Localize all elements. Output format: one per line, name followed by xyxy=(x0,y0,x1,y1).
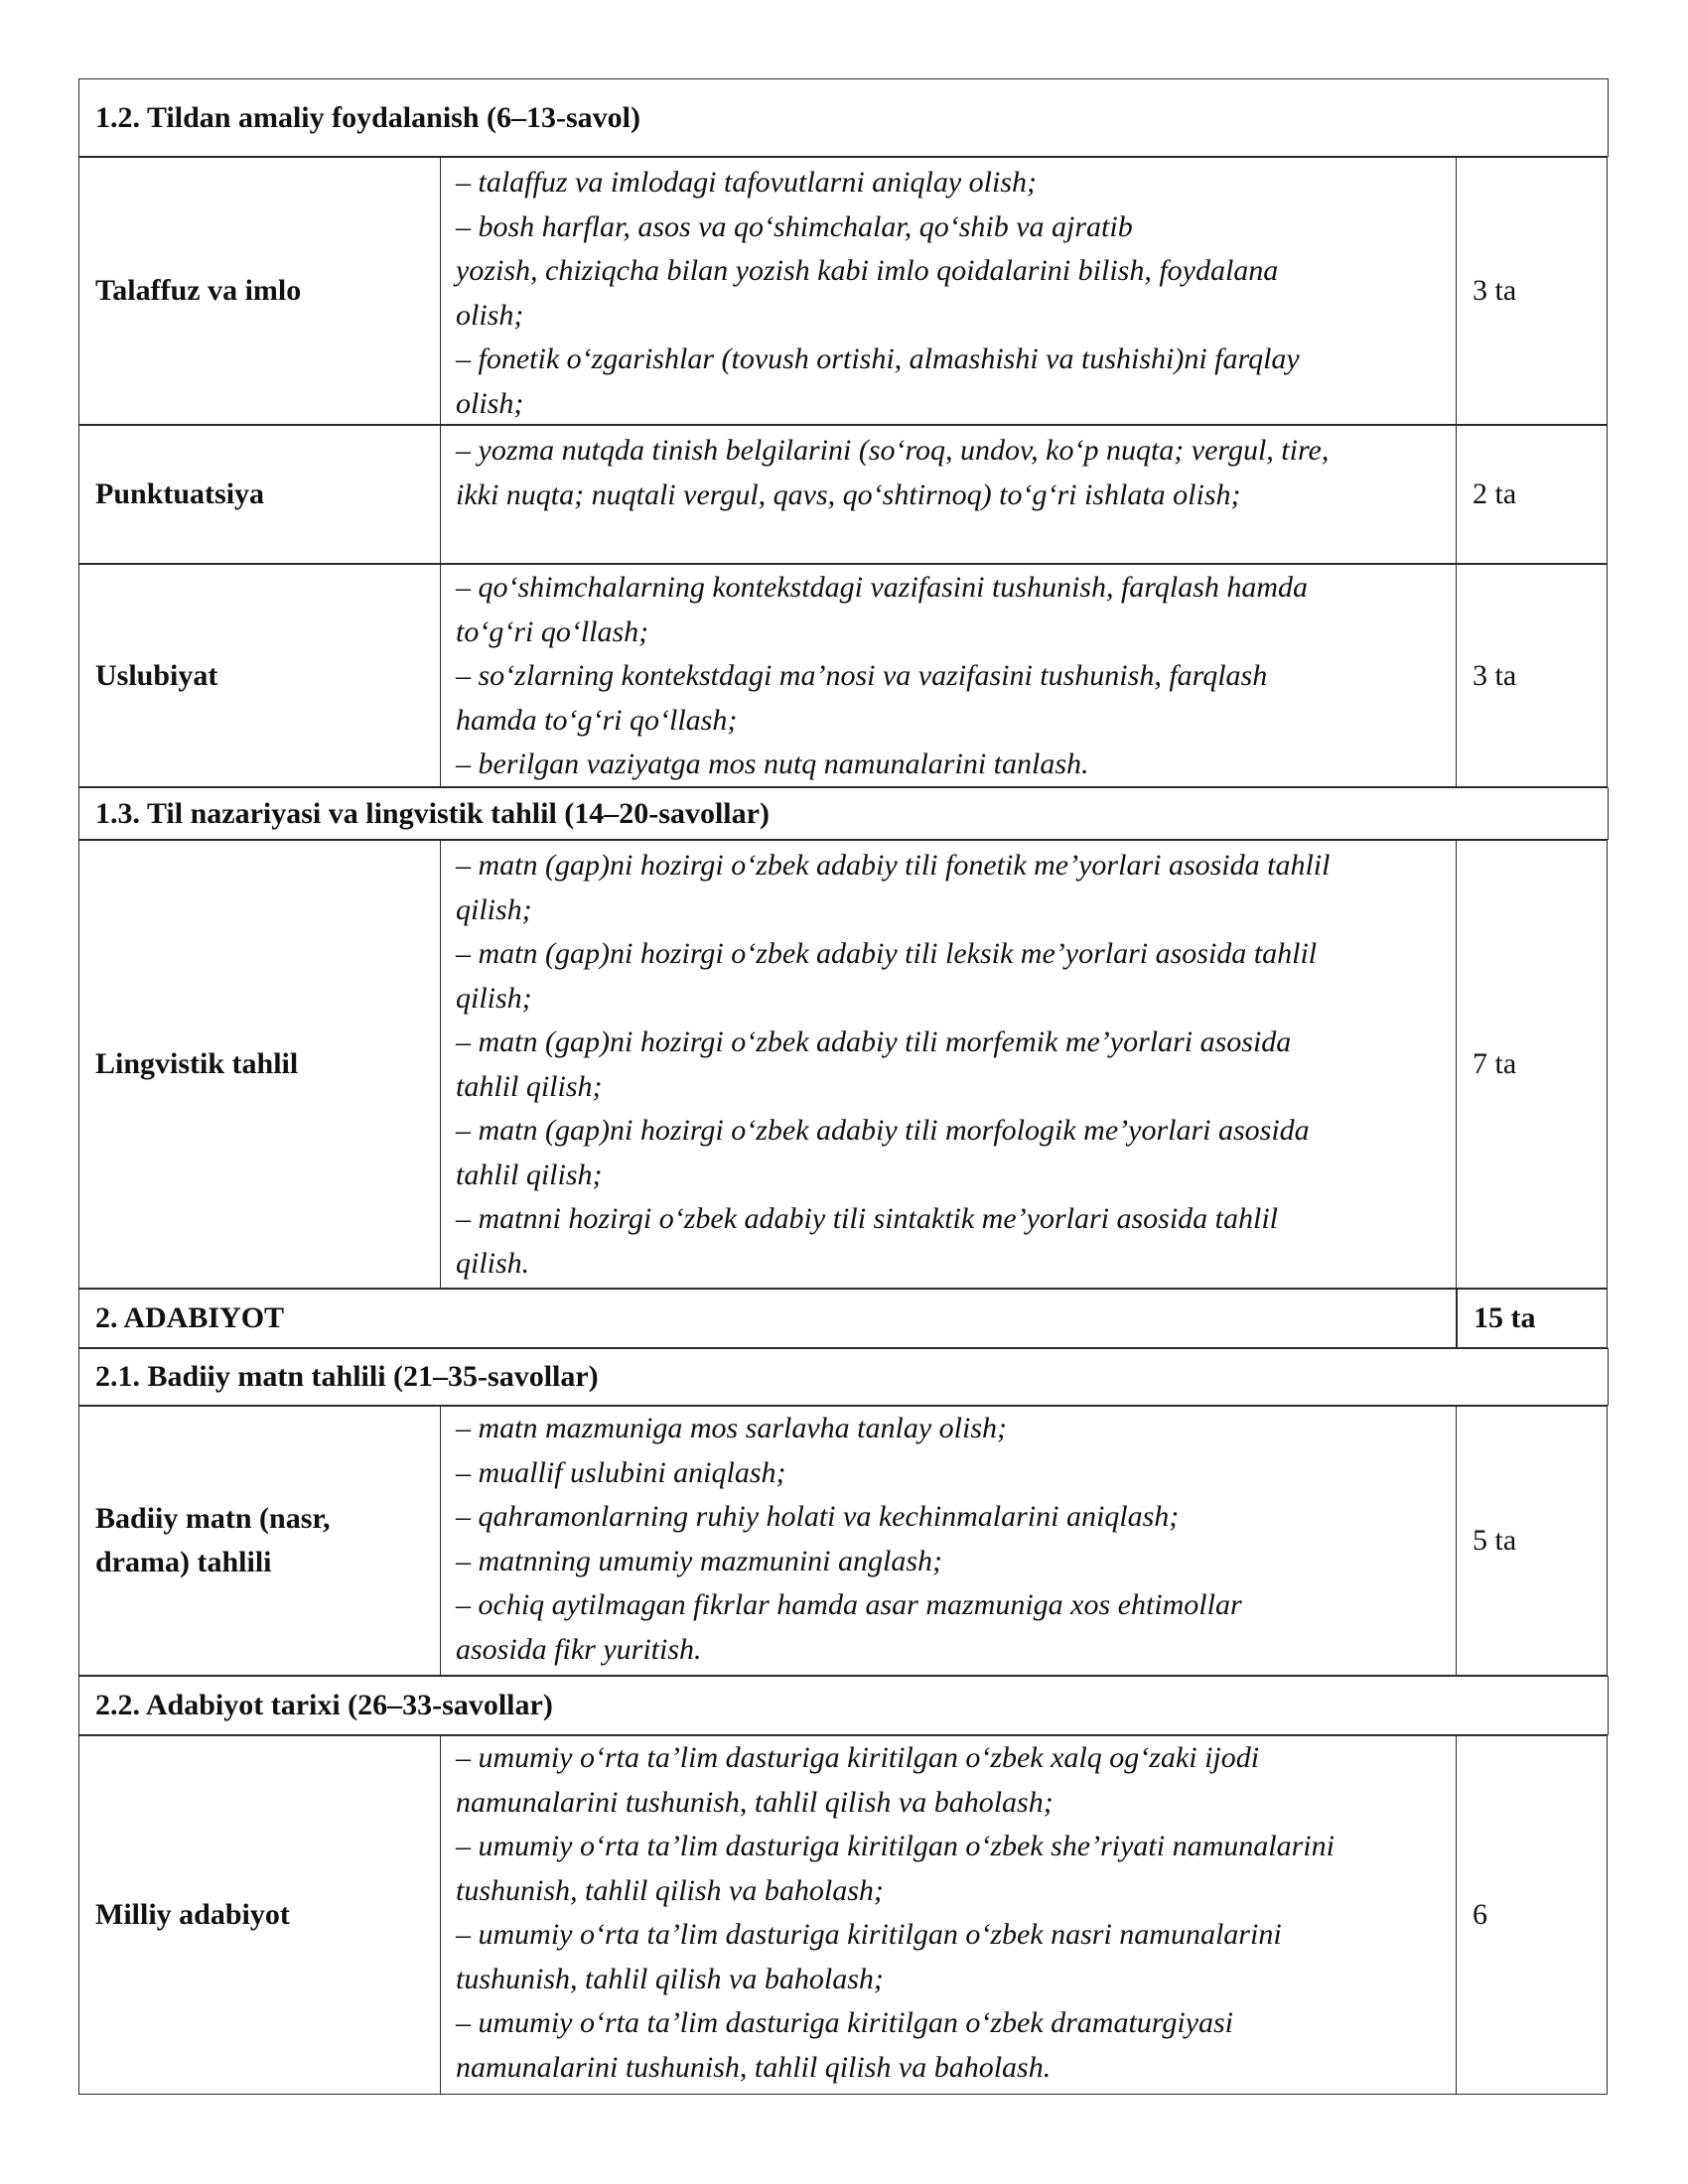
question-count: 2 ta xyxy=(1473,478,1517,510)
question-count: 5 ta xyxy=(1473,1524,1517,1557)
total-row xyxy=(78,1289,1608,1348)
topic-description: – matn (gap)ni hozirgi o‘zbek adabiy tili fonetik me’yorlari asosida tahlil qilish; – matn (gap)ni hozirgi o‘zbek adabiy tili leksik me’yorlari asosida tahlil qilish; – matn (gap)ni hozirgi o‘zbek adabiy tili morfemik me’yorlari asosida tahlil qilish; – matn (gap)ni hozirgi o‘zbek adabiy tili morfologik me’yorlari asosida tahlil qilish; – matnni hozirgi o‘zbek adabiy tili sintaktik me’yorlari asosida tahlil qilish. xyxy=(441,841,1457,1288)
table-row xyxy=(78,425,1608,564)
question-count: 3 ta xyxy=(1473,274,1517,307)
table-row xyxy=(78,157,1608,425)
section-header xyxy=(78,787,1609,840)
topic-name: Lingvistik tahlil xyxy=(79,841,441,1288)
table-row xyxy=(78,1735,1608,2095)
topic-name: Badiiy matn (nasr, drama) tahlili xyxy=(79,1407,441,1675)
topic-description: – yozma nutqda tinish belgilarini (so‘roq, undov, ko‘p nuqta; vergul, tire, ikki nuqta; nuqtali vergul, qavs, qo‘shtirnoq) to‘g‘ri ishlata olish; xyxy=(441,426,1457,563)
section-title: 2.2. Adabiyot tarixi (26–33-savollar) xyxy=(95,1689,553,1721)
question-count: 6 xyxy=(1473,1898,1487,1931)
section-title: 2.1. Badiiy matn tahlili (21–35-savollar) xyxy=(95,1360,599,1393)
part-title: 2. ADABIYOT xyxy=(79,1290,1457,1347)
topic-description: – umumiy o‘rta ta’lim dasturiga kiritilgan o‘zbek xalq og‘zaki ijodi namunalarini tushunish, tahlil qilish va baholash; – umumiy o‘rta ta’lim dasturiga kiritilgan o‘zbek she’riyati namunalarini tushunish, tahlil qilish va baholash; – umumiy o‘rta ta’lim dasturiga kiritilgan o‘zbek nasri namunalarini tushunish, tahlil qilish va baholash; – umumiy o‘rta ta’lim dasturiga kiritilgan o‘zbek dramaturgiyasi namunalarini tushunish, tahlil qilish va baholash. xyxy=(441,1736,1457,2094)
section-header xyxy=(78,78,1609,157)
table-row xyxy=(78,564,1608,787)
topic-name: Uslubiyat xyxy=(79,565,441,786)
topic-name: Punktuatsiya xyxy=(79,426,441,563)
topic-name: Milliy adabiyot xyxy=(79,1736,441,2094)
topic-description: – qo‘shimchalarning kontekstdagi vazifasini tushunish, farqlash hamda to‘g‘ri qo‘llash; – so‘zlarning kontekstdagi ma’nosi va vazifasini tushunish, farqlash hamda to‘g‘ri qo‘llash; – berilgan vaziyatga mos nutq namunalarini tanlash. xyxy=(441,565,1457,786)
section-title: 1.3. Til nazariyasi va lingvistik tahlil (14–20-savollar) xyxy=(95,796,770,830)
total-count: 15 ta xyxy=(1457,1290,1607,1347)
question-count: 3 ta xyxy=(1473,658,1517,692)
topic-name: Talaffuz va imlo xyxy=(79,158,441,424)
question-count: 7 ta xyxy=(1473,1047,1517,1080)
table-row xyxy=(78,840,1608,1289)
section-header xyxy=(78,1676,1609,1735)
section-header xyxy=(78,1348,1609,1406)
table-row xyxy=(78,1406,1608,1676)
section-title: 1.2. Tildan amaliy foydalanish (6–13-savol) xyxy=(95,100,640,134)
topic-description: – talaffuz va imlodagi tafovutlarni aniqlay olish; – bosh harflar, asos va qo‘shimchalar, qo‘shib va ajratib yozish, chiziqcha bilan yozish kabi imlo qoidalarini bilish, foydalana olish; – fonetik o‘zgarishlar (tovush ortishi, almashishi va tushishi)ni farqlay olish; xyxy=(441,158,1457,424)
topic-description: – matn mazmuniga mos sarlavha tanlay olish; – muallif uslubini aniqlash; – qahramonlarning ruhiy holati va kechinmalarini aniqlash; – matnning umumiy mazmunini anglash; – ochiq aytilmagan fikrlar hamda asar mazmuniga xos ehtimollar asosida fikr yuritish. xyxy=(441,1407,1457,1675)
